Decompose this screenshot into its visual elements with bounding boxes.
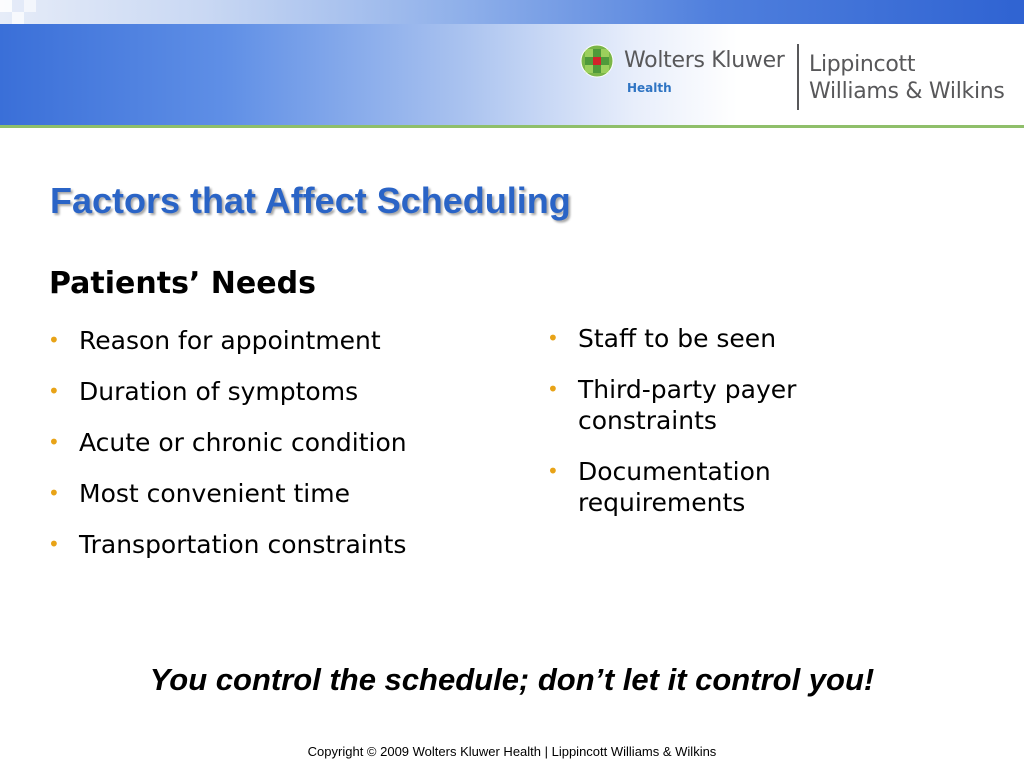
bullet-icon: • bbox=[48, 379, 60, 403]
list-item bbox=[48, 376, 498, 407]
list-item-text: Reason for appointment bbox=[79, 326, 381, 355]
bullet-icon: • bbox=[48, 532, 60, 556]
logo-divider bbox=[797, 44, 799, 110]
header-rule bbox=[0, 125, 1024, 128]
bullet-icon: • bbox=[547, 459, 559, 483]
list-item-text: Staff to be seen bbox=[578, 324, 777, 353]
wolters-kluwer-logo-icon bbox=[580, 44, 614, 78]
bullet-icon: • bbox=[48, 481, 60, 505]
list-item-text: Transportation constraints bbox=[79, 530, 407, 559]
right-bullet-list bbox=[547, 323, 877, 538]
header-top-bar bbox=[0, 0, 1024, 24]
header-banner bbox=[0, 0, 1024, 127]
list-item bbox=[547, 323, 877, 354]
list-item-text: Documentation requirements bbox=[578, 457, 771, 517]
list-item bbox=[48, 427, 498, 458]
bullet-icon: • bbox=[547, 326, 559, 350]
list-item bbox=[48, 478, 498, 509]
slide-subheading: Patients’ Needs bbox=[49, 266, 316, 301]
list-item-text: Third-party payer constraints bbox=[578, 375, 797, 435]
slide-title: Factors that Affect Scheduling bbox=[50, 180, 571, 221]
list-item bbox=[547, 456, 877, 518]
header-corner-squares bbox=[0, 0, 40, 24]
list-item bbox=[48, 325, 498, 356]
bullet-icon: • bbox=[547, 377, 559, 401]
list-item bbox=[547, 374, 877, 436]
left-bullet-list bbox=[48, 325, 498, 580]
logo-imprint-line2: Williams & Wilkins bbox=[809, 79, 1005, 104]
bullet-icon: • bbox=[48, 328, 60, 352]
list-item-text: Duration of symptoms bbox=[79, 377, 359, 406]
slide-quote: You control the schedule; don’t let it control you! bbox=[149, 662, 875, 697]
list-item-text: Acute or chronic condition bbox=[79, 428, 407, 457]
logo-division: Health bbox=[627, 81, 672, 95]
logo-imprint-line1: Lippincott bbox=[809, 52, 916, 77]
copyright-footer: Copyright © 2009 Wolters Kluwer Health | Lippincott Williams & Wilkins bbox=[307, 744, 717, 759]
logo-company-name: Wolters Kluwer bbox=[624, 48, 785, 73]
list-item bbox=[48, 529, 498, 560]
list-item-text: Most convenient time bbox=[79, 479, 350, 508]
bullet-icon: • bbox=[48, 430, 60, 454]
